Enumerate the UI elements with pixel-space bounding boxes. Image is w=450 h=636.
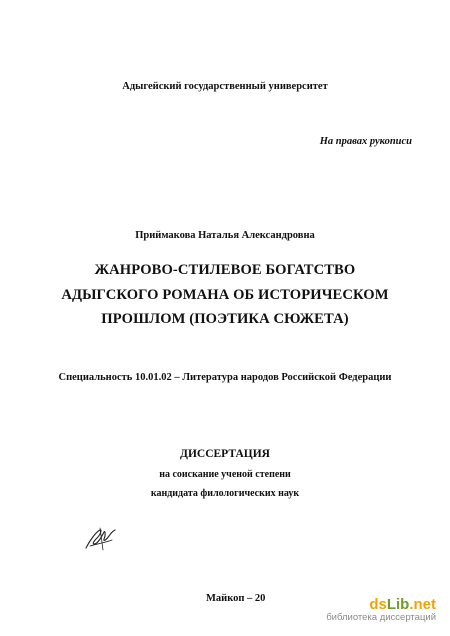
signature-icon: [82, 522, 122, 554]
logo-part-net: .net: [409, 596, 436, 613]
university-name: Адыгейский государственный университет: [122, 81, 328, 92]
dissertation-label: ДИССЕРТАЦИЯ: [180, 448, 270, 460]
watermark-tagline: библиотека диссертаций: [326, 612, 436, 623]
title-line-1: ЖАНРОВО-СТИЛЕВОЕ БОГАТСТВО: [94, 262, 356, 278]
degree-line-1: на соискание ученой степени: [159, 469, 291, 480]
dslib-logo: [369, 596, 436, 613]
logo-part-ds: ds: [369, 596, 387, 613]
title-line-2: АДЫГСКОГО РОМАНА ОБ ИСТОРИЧЕСКОМ: [61, 287, 389, 303]
dslib-watermark: [310, 596, 440, 622]
manuscript-note: На правах рукописи: [319, 136, 412, 147]
degree-line-2: кандидата филологических наук: [150, 488, 300, 499]
city-year: Майкоп – 20: [206, 593, 266, 604]
author-name: Приймакова Наталья Александровна: [135, 230, 315, 241]
specialty-line: Специальность 10.01.02 – Литература народов Российской Федерации: [58, 372, 392, 383]
logo-part-lib: Lib: [386, 596, 410, 613]
title-line-3: ПРОШЛОМ (ПОЭТИКА СЮЖЕТА): [101, 311, 349, 327]
